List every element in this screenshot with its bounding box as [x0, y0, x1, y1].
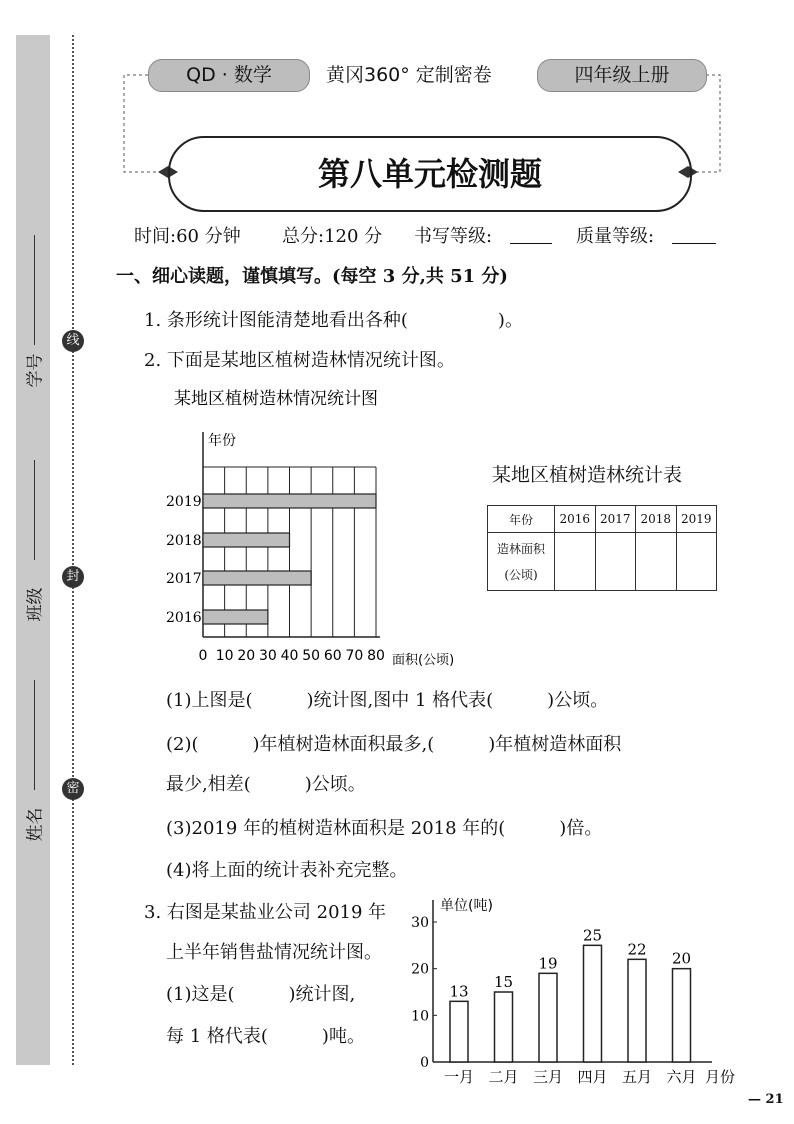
seal-seal: 封 [62, 566, 84, 588]
y-tick-label: 20 [411, 961, 429, 978]
q3-line1: 3. 右图是某盐业公司 2019 年 [144, 902, 387, 923]
tree-planting-chart [150, 380, 490, 670]
data-label: 13 [449, 982, 469, 1001]
bar-2 [495, 992, 513, 1062]
info-total: 总分:120 分 [282, 226, 383, 247]
y-tick-label: 30 [411, 915, 429, 931]
q2-sub4: (4)将上面的统计表补充完整。 [166, 860, 408, 881]
grade-pill: 四年级上册 [537, 59, 707, 92]
q2-sub2a: (2)( )年植树造林面积最多,( )年植树造林面积 [166, 734, 622, 755]
student-no-label: 学号 [25, 353, 46, 388]
row-label-unit: (公顷) [504, 567, 538, 582]
table-header-2017: 2017 [595, 506, 636, 533]
q2-sub2b: 最少,相差( )公顷。 [166, 774, 366, 795]
q3-line2: 上半年销售盐情况统计图。 [166, 942, 382, 963]
page-number: — 21 [748, 1092, 784, 1107]
table-cell-2019[interactable] [676, 533, 717, 591]
q3-line3: (1)这是( )统计图, [166, 984, 356, 1005]
y-tick-label: 0 [420, 1055, 429, 1071]
bar-2016 [203, 610, 268, 624]
q2-sub1: (1)上图是( )统计图,图中 1 格代表( )公顷。 [166, 690, 609, 711]
x-tick-label: 80 [367, 648, 385, 664]
writing-blank [510, 243, 552, 244]
bar-5 [628, 959, 646, 1062]
salt-sales-chart [400, 890, 760, 1090]
category-label-2018: 2018 [166, 533, 202, 549]
category-label: 二月 [488, 1068, 519, 1086]
bar-2018 [203, 533, 290, 547]
table-cell-2018[interactable] [636, 533, 677, 591]
series-title: 黄冈360° 定制密卷 [326, 64, 492, 86]
x-tick-label: 40 [280, 648, 299, 664]
x-tick-label: 50 [302, 648, 321, 664]
class-line [34, 460, 35, 560]
table-row-label [488, 533, 555, 591]
category-label-2019: 2019 [166, 494, 202, 510]
bar-4 [584, 945, 602, 1062]
student-no-line [34, 235, 35, 345]
data-label: 15 [493, 973, 514, 991]
info-quality: 质量等级: [576, 226, 655, 247]
data-label: 22 [627, 940, 647, 959]
quality-blank [672, 243, 716, 244]
data-label: 20 [671, 949, 692, 968]
chart-ylabel: 年份 [208, 433, 236, 449]
chart2-xlabel: 月份 [705, 1068, 736, 1086]
statistics-table [487, 505, 717, 591]
q2-sub3: (3)2019 年的植树造林面积是 2018 年的( )倍。 [166, 818, 603, 839]
category-label: 五月 [621, 1068, 653, 1086]
q3-line4: 每 1 格代表( )吨。 [166, 1026, 365, 1047]
data-label: 19 [538, 954, 558, 973]
category-label: 一月 [443, 1068, 475, 1086]
bar-6 [673, 969, 691, 1062]
table-header-2019: 2019 [676, 506, 717, 533]
class-label: 班级 [25, 587, 46, 622]
x-tick-label: 70 [345, 648, 364, 664]
table-title: 某地区植树造林统计表 [492, 464, 683, 486]
bar-3 [539, 973, 557, 1062]
section-heading: 一、细心读题，谨慎填写。(每空 3 分,共 51 分) [116, 266, 508, 287]
table-cell-2016[interactable] [555, 533, 596, 591]
category-label: 四月 [577, 1068, 608, 1086]
x-tick-label: 10 [215, 648, 234, 664]
page-title: 第八单元检测题 [168, 136, 692, 212]
category-label: 三月 [532, 1068, 564, 1086]
y-tick-label: 10 [411, 1008, 429, 1025]
x-tick-label: 20 [237, 648, 256, 664]
info-writing: 书写等级: [414, 226, 493, 247]
x-tick-label: 30 [258, 648, 277, 664]
row-label-area: 造林面积 [496, 541, 545, 556]
info-time: 时间:60 分钟 [134, 226, 241, 247]
bar-1 [450, 1001, 468, 1062]
seal-line: 线 [62, 330, 84, 352]
table-header-year: 年份 [488, 506, 555, 533]
bar-2017 [203, 571, 311, 585]
data-label: 25 [582, 926, 603, 945]
name-label: 姓名 [25, 807, 46, 842]
question-2: 2. 下面是某地区植树造林情况统计图。 [144, 350, 455, 371]
table-header-2018: 2018 [636, 506, 677, 533]
chart-xlabel: 面积(公顷) [392, 653, 455, 668]
table-header-2016: 2016 [555, 506, 596, 533]
bar-2019 [203, 494, 376, 508]
chart-title: 某地区植树造林情况统计图 [174, 389, 378, 409]
category-label-2016: 2016 [166, 610, 202, 626]
category-label-2017: 2017 [166, 571, 202, 587]
category-label: 六月 [666, 1068, 697, 1086]
name-line [34, 680, 35, 790]
table-cell-2017[interactable] [595, 533, 636, 591]
question-1: 1. 条形统计图能清楚地看出各种( )。 [144, 310, 523, 331]
x-tick-label: 60 [323, 648, 342, 664]
x-tick-label: 0 [198, 648, 208, 664]
seal-secret: 密 [62, 778, 84, 800]
subject-pill: QD · 数学 [148, 59, 310, 92]
chart2-ylabel: 单位(吨) [440, 898, 493, 914]
